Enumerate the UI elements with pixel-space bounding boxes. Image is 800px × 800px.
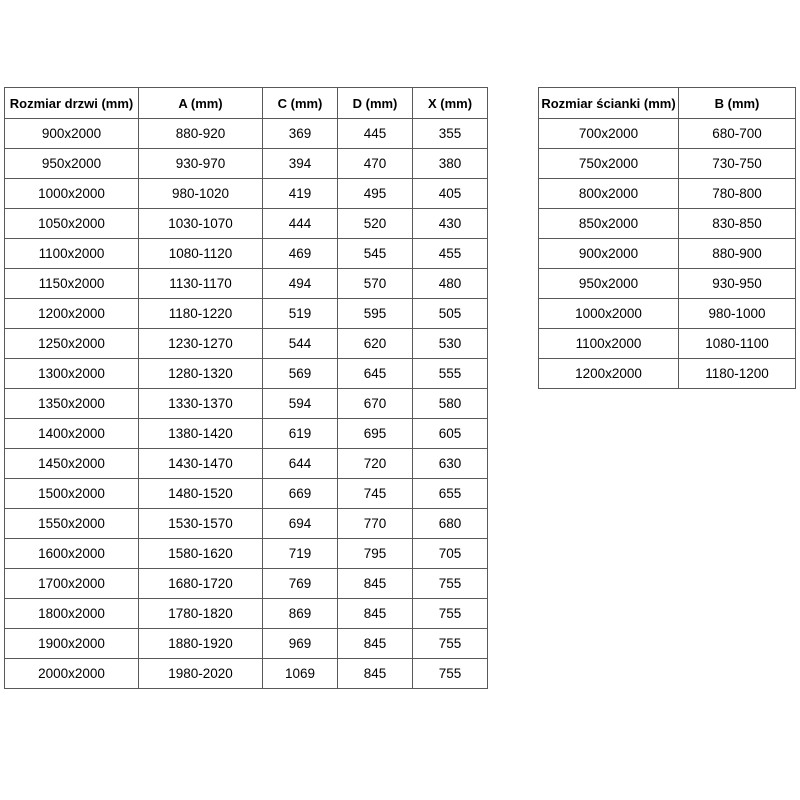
table-cell: 480 (413, 269, 488, 299)
table-row (539, 299, 796, 329)
table-cell: 630 (413, 449, 488, 479)
table-row (539, 179, 796, 209)
table-row (539, 209, 796, 239)
door-size-table (4, 87, 488, 689)
table-row (539, 359, 796, 389)
table-row (5, 329, 488, 359)
table-cell: 419 (263, 179, 338, 209)
table-row (5, 539, 488, 569)
table-cell: 369 (263, 119, 338, 149)
table-cell: 394 (263, 149, 338, 179)
table-cell: 380 (413, 149, 488, 179)
table-cell: 1980-2020 (139, 659, 263, 689)
table-cell: 719 (263, 539, 338, 569)
table-cell: 1480-1520 (139, 479, 263, 509)
column-header: X (mm) (413, 88, 488, 119)
table-cell: 930-950 (679, 269, 796, 299)
table-cell: 445 (338, 119, 413, 149)
table-row (5, 629, 488, 659)
table-cell: 1250x2000 (5, 329, 139, 359)
table-cell: 1000x2000 (5, 179, 139, 209)
table-row (539, 149, 796, 179)
table-cell: 880-900 (679, 239, 796, 269)
table-cell: 845 (338, 629, 413, 659)
table-cell: 644 (263, 449, 338, 479)
table-cell: 769 (263, 569, 338, 599)
table-cell: 470 (338, 149, 413, 179)
table-cell: 1430-1470 (139, 449, 263, 479)
table-cell: 705 (413, 539, 488, 569)
table-cell: 355 (413, 119, 488, 149)
table-cell: 1000x2000 (539, 299, 679, 329)
table-cell: 845 (338, 599, 413, 629)
table-cell: 845 (338, 659, 413, 689)
table-cell: 880-920 (139, 119, 263, 149)
table-cell: 1080-1120 (139, 239, 263, 269)
table-cell: 1230-1270 (139, 329, 263, 359)
table-cell: 900x2000 (5, 119, 139, 149)
table-cell: 619 (263, 419, 338, 449)
table-cell: 1900x2000 (5, 629, 139, 659)
table-cell: 1080-1100 (679, 329, 796, 359)
table-row (5, 569, 488, 599)
table-row (5, 389, 488, 419)
table-cell: 755 (413, 599, 488, 629)
table-cell: 1069 (263, 659, 338, 689)
table-cell: 850x2000 (539, 209, 679, 239)
table-cell: 1600x2000 (5, 539, 139, 569)
table-row (5, 599, 488, 629)
table-row (5, 509, 488, 539)
table-cell: 1350x2000 (5, 389, 139, 419)
table-cell: 1200x2000 (5, 299, 139, 329)
table-cell: 1700x2000 (5, 569, 139, 599)
table-cell: 530 (413, 329, 488, 359)
table-cell: 869 (263, 599, 338, 629)
table-cell: 695 (338, 419, 413, 449)
table-cell: 1150x2000 (5, 269, 139, 299)
table-row (5, 149, 488, 179)
table-cell: 950x2000 (539, 269, 679, 299)
table-cell: 1550x2000 (5, 509, 139, 539)
table-cell: 1300x2000 (5, 359, 139, 389)
table-cell: 980-1020 (139, 179, 263, 209)
table-cell: 469 (263, 239, 338, 269)
table-cell: 950x2000 (5, 149, 139, 179)
header-row (539, 88, 796, 119)
column-header: Rozmiar drzwi (mm) (5, 88, 139, 119)
table-cell: 1280-1320 (139, 359, 263, 389)
column-header: B (mm) (679, 88, 796, 119)
table-cell: 800x2000 (539, 179, 679, 209)
table-cell: 595 (338, 299, 413, 329)
table-cell: 830-850 (679, 209, 796, 239)
table-row (5, 239, 488, 269)
table-cell: 1500x2000 (5, 479, 139, 509)
column-header: A (mm) (139, 88, 263, 119)
header-row (5, 88, 488, 119)
table-cell: 745 (338, 479, 413, 509)
table-cell: 720 (338, 449, 413, 479)
table-cell: 655 (413, 479, 488, 509)
table-cell: 1530-1570 (139, 509, 263, 539)
table-cell: 750x2000 (539, 149, 679, 179)
table-cell: 1180-1220 (139, 299, 263, 329)
table-cell: 930-970 (139, 149, 263, 179)
table-row (539, 269, 796, 299)
table-cell: 519 (263, 299, 338, 329)
table-cell: 795 (338, 539, 413, 569)
table-row (539, 239, 796, 269)
table-cell: 680 (413, 509, 488, 539)
table-cell: 570 (338, 269, 413, 299)
table-cell: 730-750 (679, 149, 796, 179)
table-cell: 755 (413, 629, 488, 659)
table-cell: 430 (413, 209, 488, 239)
table-row (5, 449, 488, 479)
table-cell: 1880-1920 (139, 629, 263, 659)
table-cell: 1100x2000 (539, 329, 679, 359)
table-row (5, 119, 488, 149)
table-cell: 444 (263, 209, 338, 239)
table-cell: 544 (263, 329, 338, 359)
table-row (5, 359, 488, 389)
table-cell: 969 (263, 629, 338, 659)
table-cell: 700x2000 (539, 119, 679, 149)
table-cell: 1180-1200 (679, 359, 796, 389)
table-cell: 555 (413, 359, 488, 389)
table-cell: 1800x2000 (5, 599, 139, 629)
table-row (5, 659, 488, 689)
table-cell: 1450x2000 (5, 449, 139, 479)
table-cell: 580 (413, 389, 488, 419)
column-header: D (mm) (338, 88, 413, 119)
table-row (539, 329, 796, 359)
table-cell: 1580-1620 (139, 539, 263, 569)
column-header: C (mm) (263, 88, 338, 119)
table-cell: 694 (263, 509, 338, 539)
table-cell: 569 (263, 359, 338, 389)
column-header: Rozmiar ścianki (mm) (539, 88, 679, 119)
table-cell: 1780-1820 (139, 599, 263, 629)
table-cell: 1380-1420 (139, 419, 263, 449)
table-cell: 1050x2000 (5, 209, 139, 239)
table-cell: 770 (338, 509, 413, 539)
table-cell: 405 (413, 179, 488, 209)
table-row (5, 179, 488, 209)
table-cell: 545 (338, 239, 413, 269)
table-cell: 755 (413, 569, 488, 599)
table-cell: 1100x2000 (5, 239, 139, 269)
table-row (5, 419, 488, 449)
table-cell: 620 (338, 329, 413, 359)
table-cell: 1680-1720 (139, 569, 263, 599)
table-cell: 455 (413, 239, 488, 269)
table-cell: 594 (263, 389, 338, 419)
table-cell: 780-800 (679, 179, 796, 209)
table-cell: 520 (338, 209, 413, 239)
table-cell: 605 (413, 419, 488, 449)
table-cell: 680-700 (679, 119, 796, 149)
table-cell: 2000x2000 (5, 659, 139, 689)
wall-panel-size-table (538, 87, 796, 389)
table-cell: 900x2000 (539, 239, 679, 269)
table-cell: 494 (263, 269, 338, 299)
table-cell: 495 (338, 179, 413, 209)
table-row (5, 299, 488, 329)
table-cell: 1130-1170 (139, 269, 263, 299)
table-cell: 845 (338, 569, 413, 599)
table-row (5, 479, 488, 509)
table-cell: 670 (338, 389, 413, 419)
table-cell: 669 (263, 479, 338, 509)
table-cell: 1400x2000 (5, 419, 139, 449)
table-cell: 1330-1370 (139, 389, 263, 419)
table-cell: 645 (338, 359, 413, 389)
table-row (5, 269, 488, 299)
table-cell: 505 (413, 299, 488, 329)
table-row (539, 119, 796, 149)
table-cell: 755 (413, 659, 488, 689)
table-cell: 1200x2000 (539, 359, 679, 389)
table-cell: 1030-1070 (139, 209, 263, 239)
table-row (5, 209, 488, 239)
table-cell: 980-1000 (679, 299, 796, 329)
